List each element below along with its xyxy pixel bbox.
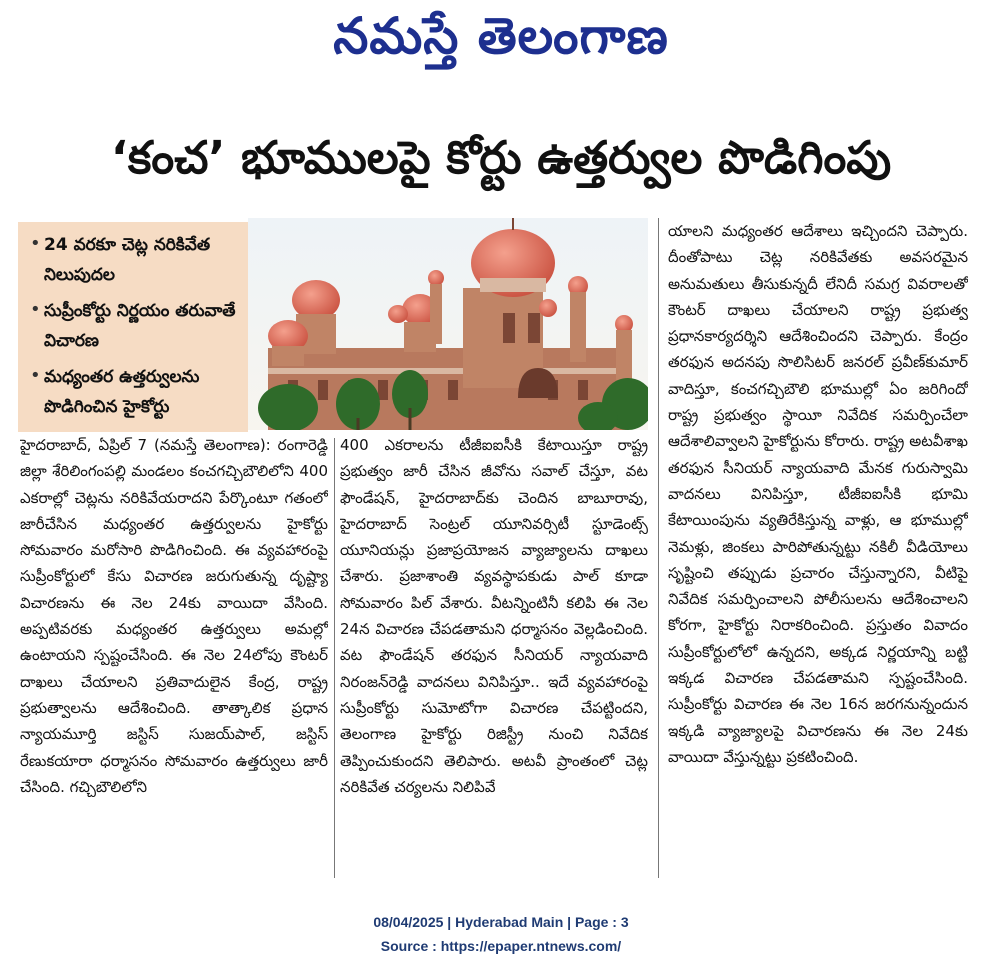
article-column-3: యాలని మధ్యంతర ఆదేశాలు ఇచ్చిందని చెప్పారు. దీంతోపాటు చెట్ల నరికివేతకు అవసరమైన అనుమతులు తీసుకున్నదీ లేనిదీ సమగ్ర వివరాలతో కౌంటర్ దాఖలు చేయాలని రాష్ట్ర ప్రభుత్వ ప్రధానకార్యదర్శిని ఆదేశించిందని చెప్పారు. కేంద్రం తరఫున అదనపు సొలిసిటర్ జనరల్ ప్రవీణ్‌కుమార్ వాదిస్తూ, కంచగచ్చిబౌలి భూముల్లో ఏం జరిగిందో రాష్ట్ర ప్రభుత్వం స్థాయీ నివేదిక సమర్పించేలా ఆదేశాలివ్వాలని హైకోర్టును కోరారు. రాష్ట్ర అటవీశాఖ తరఫున సీనియర్ న్యాయవాది మేనక గురుస్వామి వాదనలు వినిపిస్తూ, టీజీఐఐసీకి భూమి కేటాయింపును వ్యతిరేకిస్తున్న వాళ్లు, ఆ భూముల్లో నెమళ్లు, జింకలు పారిపోతున్నట్టు నకిలీ వీడియోలు సృష్టించి తప్పుడు ప్రచారం చేస్తున్నారని, వీటిపై నివేదిక సమర్పించాలని పోలీసులను ఆదేశించాలని కోరగా, హైకోర్టు నిరాకరించింది. ప్రస్తుతం వివాదం సుప్రీంకోర్టులోలో ఉన్నదని, అక్కడ నిర్ణయాన్ని బట్టి ఇక్కడ విచారణ చేపడతామని స్పష్టంచేసింది. సుప్రీంకోర్టు విచారణ ఈ నెల 16న జరగనున్నందున ఇక్కడి వ్యాజ్యాలపై విచారణను ఈ నెల 24కు వాయిదా వేస్తున్నట్టు ప్రకటించింది. bbox=[668, 222, 968, 766]
highlight-item bbox=[30, 230, 242, 290]
newspaper-logo: నమస్తే తెలంగాణ bbox=[333, 6, 669, 65]
article-headline: ‘కంచ’ భూములపై కోర్టు ఉత్తర్వుల పొడిగింపు bbox=[110, 131, 892, 184]
bullet-icon: • bbox=[30, 233, 41, 254]
column-divider bbox=[334, 438, 335, 878]
highlight-item bbox=[30, 362, 242, 422]
article-column-2: 400 ఎకరాలను టీజీఐఐసీకి కేటాయిస్తూ రాష్ట్ర ప్రభుత్వం జారీ చేసిన జీవోను సవాల్ చేస్తూ, వట ఫౌండేషన్, హైదరాబాద్‌కు చెందిన బాబూరావు, హైదరాబాద్ సెంట్రల్ యూనివర్సిటీ స్టూడెంట్స్ యూనియన్లు ప్రజాప్రయోజన వ్యాజ్యాలను దాఖలు చేశారు. ప్రజాశాంతి వ్యవస్థాపకుడు పాల్ కూడా సోమవారం పిల్ వేశారు. వీటన్నింటినీ కలిపి ఈ నెల 24న విచారణ చేపడతామని ధర్మాసనం వెల్లడించింది. వట ఫౌండేషన్ తరఫున సీనియర్ న్యాయవాది నిరంజన్‌రెడ్డి వాదనలు వినిపిస్తూ.. ఇదే వ్యవహారంపై సుప్రీంకోర్టు సుమోటోగా విచారణ చేపట్టిందని, తెలంగాణ హైకోర్టు రిజిస్ట్రీ నుంచి నివేదిక తెప్పించుకుందని తెలిపారు. అటవీ ప్రాంతంలో చెట్ల నరికివేత చర్యలను నిలిపివే bbox=[340, 436, 648, 796]
column-divider bbox=[658, 218, 659, 878]
highlight-item bbox=[30, 296, 242, 356]
highlight-text: 24 వరకూ చెట్ల నరికివేత నిలుపుదల bbox=[44, 235, 211, 285]
highlight-text: మధ్యంతర ఉత్తర్వులను పొడిగించిన హైకోర్టు bbox=[44, 367, 200, 417]
masthead bbox=[0, 0, 1002, 78]
highlight-text: సుప్రీంకోర్టు నిర్ణయం తరువాతే విచారణ bbox=[44, 301, 236, 351]
highlights-box bbox=[18, 222, 248, 432]
bullet-icon: • bbox=[30, 299, 41, 320]
edition-info: 08/04/2025 | Hyderabad Main | Page : 3 bbox=[373, 914, 629, 930]
article-column-1: హైదరాబాద్, ఏప్రిల్ 7 (నమస్తే తెలంగాణ): రంగారెడ్డి జిల్లా శేరిలింగంపల్లి మండలం కంచగచ్చిబౌలిలోని 400 ఎకరాల్లో చెట్లను నరికివేయరాదని పేర్కొంటూ గతంలో జారీచేసిన మధ్యంతర ఉత్తర్వులను హైకోర్టు సోమవారం మరోసారి పొడిగించింది. ఈ వ్యవహారంపై సుప్రీంకోర్టులో కేసు విచారణ జరుగుతున్న దృష్ట్యా విచారణను ఈ నెల 24కు వాయిదా వేసింది. అప్పటివరకు మధ్యంతర ఉత్తర్వులు అమల్లో ఉంటాయని స్పష్టంచేసింది. ఈ నెల 24లోపు కౌంటర్ దాఖలు చేయాలని ప్రతివాదులైన కేంద్ర, రాష్ట్ర ప్రభుత్వాలను ఆదేశించింది. తాత్కాలిక ప్రధాన న్యాయమూర్తి జస్టిస్ సుజయ్‌పాల్, జస్టిస్ రేణుకయారా ధర్మాసనం సోమవారం ఉత్తర్వులు జారీ చేసింది. గచ్చిబౌలిలోని bbox=[20, 436, 328, 796]
bullet-icon: • bbox=[30, 365, 41, 386]
source-link[interactable]: Source : https://epaper.ntnews.com/ bbox=[380, 938, 622, 954]
high-court-photo bbox=[248, 218, 648, 430]
